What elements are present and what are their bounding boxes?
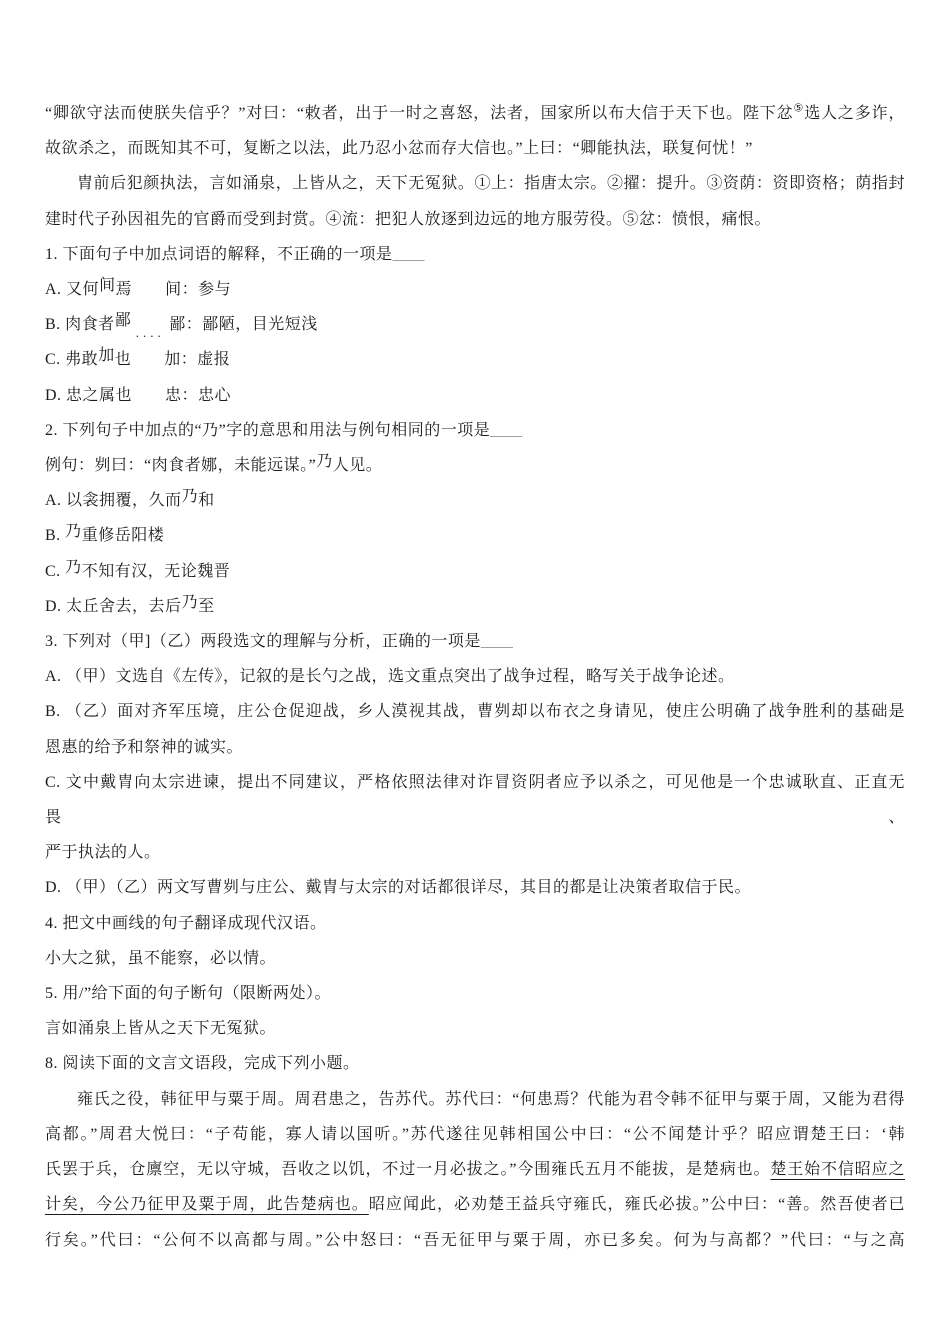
text-run: 建时代子孙因祖先的官爵而受到封赏。④流：把犯人放逐到边远的地方服劳役。⑤忿：愤恨，痛恨。: [45, 210, 772, 228]
question-1-option-d: [45, 378, 905, 413]
question-5-sentence: [45, 1011, 905, 1046]
text-run: 3. 下列对（甲]（乙）两段选文的理解与分析，正确的一项是: [45, 633, 481, 651]
text-run: A. 又何: [45, 281, 100, 299]
question-3-option-d: [45, 870, 905, 905]
text-run: 焉 间：参与: [115, 281, 232, 299]
text-run: 5. 用/”给下面的句子断句（限断两处）。: [45, 985, 332, 1003]
text-run: 胄前后犯颜执法，言如涌泉，上皆从之，天下无冤狱。①上：指唐太宗。②擢：提升。③资荫：资即资格；荫指封: [77, 175, 905, 193]
text-run: 故欲杀之，而既知其不可，复断之以法，此乃忍小忿而存大信也。”上曰：“卿能执法，联复何忧！”: [45, 140, 753, 158]
text-run: D. 忠之属也 忠：忠心: [45, 386, 232, 404]
text-run: B. 肉食者: [45, 316, 115, 334]
passage-yi-line-1: [45, 96, 905, 131]
passage-yi-notes-line-2: [45, 202, 905, 237]
question-3-option-a: [45, 659, 905, 694]
text-run: 2. 下列句子中加点的“乃”字的意思和用法与例句相同的一项是: [45, 421, 491, 439]
question-2-stem: [45, 413, 905, 448]
text-run: 和: [198, 492, 215, 510]
text-run-raised: 加: [98, 347, 115, 365]
text-run: 例句：刿曰：“肉食者娜，未能远谋。”: [45, 457, 317, 475]
text-run-raised: 乃: [181, 593, 199, 611]
question-2-option-d: [45, 589, 905, 624]
text-run: “卿欲守法而使朕失信乎？”对曰：“敕者，出于一时之喜怒，法者，国家所以布大信于天下也。陛下忿: [45, 105, 794, 122]
text-run-blank: ____: [490, 421, 523, 439]
text-run: 选人之多诈，: [804, 105, 905, 122]
text-run-blank: ____: [392, 245, 425, 263]
text-run-raised: 鄙: [114, 312, 132, 330]
text-run: D. （甲）（乙）两文写曹刿与庄公、戴胄与太宗的对话都很详尽，其目的都是让决策者取信于民。: [45, 879, 752, 897]
text-run: 至: [198, 597, 215, 615]
text-run: 严于执法的人。: [45, 844, 161, 862]
question-3-option-c-line-2: [45, 835, 905, 870]
text-run-sup: ⑤: [793, 102, 805, 115]
passage-8-line-3: [45, 1152, 905, 1187]
question-2-example: [45, 448, 905, 483]
text-run-dots: ....: [135, 325, 165, 341]
text-run: 8. 阅读下面的文言文语段，完成下列小题。: [45, 1055, 360, 1073]
question-2-option-a: [45, 483, 905, 518]
text-run-ul: 楚王始不信昭应之: [770, 1161, 905, 1179]
question-1-stem: [45, 237, 905, 272]
passage-8-line-4: [45, 1187, 905, 1222]
text-run: B. （乙）面对齐军压境，庄公仓促迎战，乡人漠视其战，曹刿却以布衣之身请见，使庄公明确了战争胜利的基础是: [45, 703, 905, 721]
text-run-ul: 计矣，今公乃征甲及粟于周，此告楚病也。: [45, 1196, 369, 1214]
text-run: A. 以衾拥覆，久而: [45, 492, 182, 510]
text-run: 4. 把文中画线的句子翻译成现代汉语。: [45, 914, 327, 932]
text-run: 也 加：虚报: [114, 351, 231, 369]
text-run: B.: [45, 527, 66, 545]
passage-yi-notes-line-1: [45, 166, 905, 201]
passage-8-line-5: [45, 1223, 905, 1258]
text-run: 重修岳阳楼: [81, 527, 165, 545]
text-run-raised: 乃: [316, 453, 333, 471]
text-run: 鄙：鄙陋，目光短浅: [169, 316, 318, 334]
text-run: C. 文中戴胄向太宗进谏，提出不同建议，严格依照法律对诈冒资阴者应予以杀之，可见他是一个忠诚耿直、正直无畏、: [45, 773, 905, 827]
question-4-stem: [45, 906, 905, 941]
text-run: D. 太丘舍去，去后: [45, 597, 182, 615]
question-2-option-c: [45, 554, 905, 589]
passage-yi-line-2: [45, 131, 905, 166]
question-3-option-c-line-1: [45, 765, 905, 835]
text-run: C.: [45, 562, 66, 580]
text-run: 行矣。”代曰：“公何不以高都与周。”公中怒曰：“吾无征甲与粟于周，亦已多矣。何为与高都？”代曰：“与之高: [45, 1231, 905, 1249]
document-body: [45, 96, 905, 1258]
text-run-raised: 乃: [181, 488, 199, 506]
question-3-option-b-line-1: [45, 694, 905, 729]
text-run: 人见。: [332, 457, 383, 475]
text-run: 1. 下面句子中加点词语的解释，不正确的一项是: [45, 245, 393, 263]
text-run: 恩惠的给予和祭神的诚实。: [45, 738, 244, 756]
text-run-raised: 乃: [65, 558, 82, 576]
text-run: A. （甲）文选自《左传》，记叙的是长勺之战，选文重点突出了战争过程，略写关于战争论述。: [45, 668, 735, 686]
question-3-option-b-line-2: [45, 730, 905, 765]
text-run: 雍氏之役，韩征甲与粟于周。周君患之，告苏代。苏代曰：“何患焉？代能为君令韩不征甲与粟于周，又能为君得: [77, 1090, 905, 1108]
text-run-blank: ____: [480, 633, 513, 651]
text-run: C. 弗敢: [45, 351, 99, 369]
question-2-option-b: [45, 518, 905, 553]
text-run: 言如涌泉上皆从之天下无冤狱。: [45, 1020, 277, 1038]
text-run: 高都。”周君大悦曰：“子苟能，寡人请以国听。”苏代遂往见韩相国公中曰：“公不闻楚计乎？昭应谓楚王曰：‘韩: [45, 1125, 905, 1143]
text-run: 昭应闻此，必劝楚王益兵守雍氏，雍氏必拔。”公中曰：“善。然吾使者已: [368, 1196, 905, 1214]
text-run-raised: 乃: [65, 523, 82, 541]
text-run: 氏罢于兵，仓廪空，无以守城，吾收之以饥，不过一月必拔之。”今围雍氏五月不能拔，是楚病也。: [45, 1161, 771, 1179]
text-run: 不知有汉，无论魏晋: [81, 562, 231, 580]
question-3-stem: [45, 624, 905, 659]
question-1-option-c: [45, 342, 905, 377]
question-8-stem: [45, 1046, 905, 1081]
question-5-stem: [45, 976, 905, 1011]
text-run-raised: 间: [99, 277, 116, 295]
question-1-option-b: [45, 307, 905, 342]
question-4-sentence: [45, 941, 905, 976]
question-1-option-a: [45, 272, 905, 307]
text-run: 小大之狱，虽不能察，必以情。: [45, 949, 277, 967]
passage-8-line-2: [45, 1117, 905, 1152]
passage-8-line-1: [45, 1082, 905, 1117]
